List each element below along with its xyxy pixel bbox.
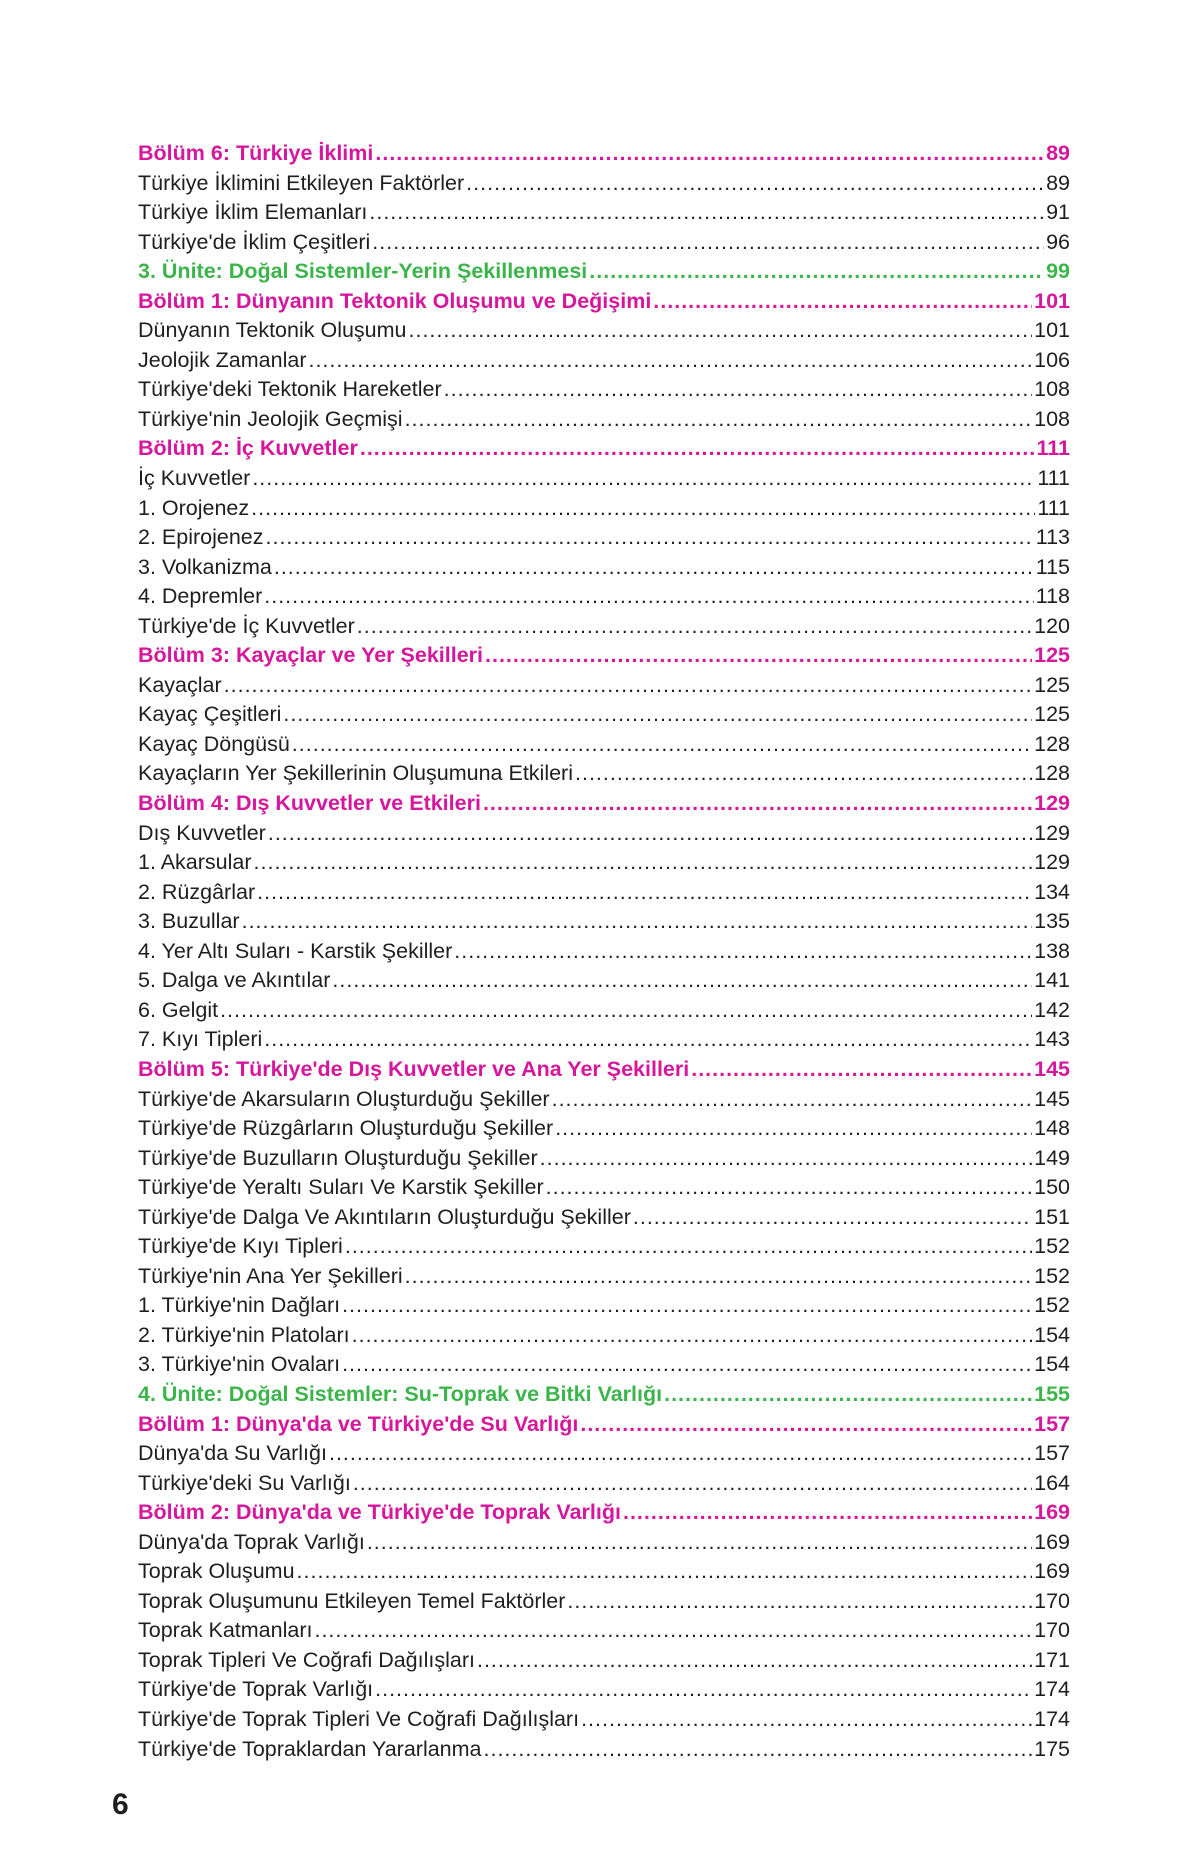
dot-leader (369, 198, 1044, 228)
toc-entry-page: 106 (1034, 347, 1070, 372)
toc-entry-title: 2. Rüzgârlar (138, 879, 256, 904)
dot-leader (367, 1528, 1032, 1558)
toc-entry-page: 174 (1034, 1677, 1070, 1702)
page-number: 6 (112, 1788, 129, 1821)
toc-entry (138, 671, 1070, 701)
dot-leader (242, 907, 1033, 937)
toc-entry-title: Türkiye'deki Su Varlığı (138, 1470, 351, 1495)
toc-entry-page: 141 (1034, 968, 1070, 993)
toc-entry-title: Kayaç Çeşitleri (138, 702, 282, 727)
dot-leader (691, 1055, 1032, 1085)
toc-entry-title: Toprak Tipleri Ve Coğrafi Dağılışları (138, 1647, 475, 1672)
dot-leader (224, 671, 1032, 701)
dot-leader (264, 1025, 1032, 1055)
toc-entry-page: 128 (1034, 761, 1070, 786)
toc-entry (138, 553, 1070, 583)
toc-entry-page: 154 (1034, 1352, 1070, 1377)
dot-leader (633, 1203, 1032, 1233)
dot-leader (372, 228, 1044, 258)
toc-entry (138, 1616, 1070, 1646)
toc-entry-title: Türkiye'nin Ana Yer Şekilleri (138, 1263, 403, 1288)
toc-entry (138, 996, 1070, 1026)
toc-entry-title: Türkiye'de Dalga Ve Akıntıların Oluşturduğu Şekiller (138, 1204, 631, 1229)
toc-entry (138, 1321, 1070, 1351)
toc-entry-title: Kayaçların Yer Şekillerinin Oluşumuna Etkileri (138, 761, 573, 786)
toc-entry-title: 2. Epirojenez (138, 525, 264, 550)
table-of-contents (138, 139, 1070, 1764)
dot-leader (257, 878, 1032, 908)
dot-leader (274, 553, 1034, 583)
toc-entry-title: 3. Ünite: Doğal Sistemler-Yerin Şekillenmesi (138, 259, 588, 284)
dot-leader (555, 1114, 1032, 1144)
toc-entry-title: 1. Orojenez (138, 495, 250, 520)
toc-entry (138, 759, 1070, 789)
toc-entry-page: 143 (1034, 1027, 1070, 1052)
toc-entry (138, 1025, 1070, 1055)
toc-entry-title: Türkiye'deki Tektonik Hareketler (138, 377, 442, 402)
toc-entry-page: 171 (1034, 1647, 1070, 1672)
toc-entry-title: 3. Buzullar (138, 909, 240, 934)
dot-leader (292, 730, 1032, 760)
toc-entry-title: Kayaçlar (138, 672, 222, 697)
toc-entry-page: 170 (1034, 1618, 1070, 1643)
toc-entry-title: Dünyanın Tektonik Oluşumu (138, 318, 407, 343)
toc-entry (138, 1173, 1070, 1203)
dot-leader (297, 1557, 1033, 1587)
toc-entry (138, 375, 1070, 405)
toc-entry-page: 148 (1034, 1116, 1070, 1141)
toc-entry-title: Türkiye'de Toprak Tipleri Ve Coğrafi Dağılışları (138, 1706, 580, 1731)
toc-entry-title: Türkiye'de Kıyı Tipleri (138, 1234, 343, 1259)
dot-leader (375, 1675, 1032, 1705)
toc-entry-title: 6. Gelgit (138, 997, 219, 1022)
toc-entry (138, 523, 1070, 553)
toc-entry-page: 169 (1034, 1559, 1070, 1584)
toc-entry-page: 129 (1034, 820, 1070, 845)
toc-entry-title: 5. Dalga ve Akıntılar (138, 968, 331, 993)
toc-entry-title: Bölüm 6: Türkiye İklimi (138, 141, 374, 165)
dot-leader (552, 1085, 1033, 1115)
toc-entry-title: Toprak Katmanları (138, 1618, 313, 1643)
toc-unite-heading (138, 1380, 1070, 1410)
toc-entry (138, 1114, 1070, 1144)
dot-leader (345, 1232, 1032, 1262)
toc-entry-title: Toprak Oluşumu (138, 1559, 295, 1584)
toc-entry-page: 129 (1034, 850, 1070, 875)
dot-leader (375, 139, 1044, 169)
dot-leader (357, 612, 1032, 642)
toc-entry-page: 101 (1034, 318, 1070, 343)
dot-leader (283, 700, 1032, 730)
toc-bolum-heading (138, 1055, 1070, 1085)
toc-entry-title: Bölüm 3: Kayaçlar ve Yer Şekilleri (138, 643, 483, 668)
toc-entry-page: 120 (1034, 613, 1070, 638)
toc-entry-title: Türkiye'de İç Kuvvetler (138, 613, 355, 638)
dot-leader (254, 848, 1033, 878)
toc-bolum-heading (138, 789, 1070, 819)
toc-bolum-heading (138, 287, 1070, 317)
toc-entry-title: 2. Türkiye'nin Platoları (138, 1322, 350, 1347)
toc-entry (138, 346, 1070, 376)
dot-leader (444, 375, 1032, 405)
toc-bolum-heading (138, 1410, 1070, 1440)
toc-entry-page: 91 (1046, 200, 1070, 225)
toc-entry-page: 145 (1034, 1056, 1070, 1081)
toc-entry-page: 125 (1034, 643, 1070, 668)
toc-entry (138, 907, 1070, 937)
toc-entry-page: 152 (1034, 1293, 1070, 1318)
toc-entry-page: 157 (1034, 1411, 1070, 1436)
toc-entry-title: Bölüm 5: Türkiye'de Dış Kuvvetler ve Ana Yer Şekilleri (138, 1056, 690, 1081)
toc-entry-page: 170 (1034, 1588, 1070, 1613)
toc-entry-title: Türkiye'nin Jeolojik Geçmişi (138, 406, 403, 431)
dot-leader (580, 1410, 1032, 1440)
toc-entry (138, 1203, 1070, 1233)
toc-entry-page: 128 (1034, 731, 1070, 756)
toc-entry (138, 937, 1070, 967)
toc-entry-title: Türkiye'de Rüzgârların Oluşturduğu Şekiller (138, 1116, 554, 1141)
dot-leader (477, 1646, 1032, 1676)
dot-leader (329, 1439, 1032, 1469)
toc-entry-title: 3. Volkanizma (138, 554, 272, 579)
toc-entry (138, 228, 1070, 258)
toc-entry-page: 135 (1034, 909, 1070, 934)
toc-entry-page: 155 (1034, 1381, 1070, 1406)
toc-entry (138, 1085, 1070, 1115)
dot-leader (353, 1469, 1032, 1499)
toc-entry (138, 1232, 1070, 1262)
toc-entry-page: 99 (1046, 259, 1070, 284)
dot-leader (264, 582, 1033, 612)
toc-entry-page: 118 (1035, 584, 1070, 609)
toc-entry-title: 1. Türkiye'nin Dağları (138, 1293, 341, 1318)
toc-entry-title: 1. Akarsular (138, 850, 252, 875)
toc-entry-title: Türkiye İklim Elemanları (138, 200, 368, 225)
toc-entry-title: İç Kuvvetler (138, 466, 251, 491)
toc-entry-page: 125 (1034, 672, 1070, 697)
dot-leader (466, 169, 1044, 199)
toc-entry-page: 101 (1034, 288, 1070, 313)
toc-entry (138, 494, 1070, 524)
toc-entry-title: Dünya'da Toprak Varlığı (138, 1529, 365, 1554)
toc-entry (138, 1350, 1070, 1380)
toc-entry-page: 169 (1034, 1500, 1070, 1525)
toc-entry (138, 1528, 1070, 1558)
toc-entry-page: 115 (1035, 554, 1070, 579)
toc-entry-page: 169 (1034, 1529, 1070, 1554)
toc-entry-title: Kayaç Döngüsü (138, 731, 290, 756)
toc-entry (138, 1735, 1070, 1765)
toc-entry-title: 3. Türkiye'nin Ovaları (138, 1352, 341, 1377)
dot-leader (653, 287, 1032, 317)
dot-leader (360, 434, 1035, 464)
toc-entry (138, 169, 1070, 199)
dot-leader (220, 996, 1032, 1026)
toc-entry-title: Türkiye'de Buzulların Oluşturduğu Şekiller (138, 1145, 538, 1170)
toc-entry-page: 154 (1034, 1322, 1070, 1347)
toc-entry (138, 198, 1070, 228)
toc-entry-title: Dünya'da Su Varlığı (138, 1441, 327, 1466)
toc-entry (138, 848, 1070, 878)
toc-entry (138, 1557, 1070, 1587)
toc-entry (138, 316, 1070, 346)
toc-entry-page: 108 (1034, 406, 1070, 431)
toc-entry-title: Jeolojik Zamanlar (138, 347, 307, 372)
toc-entry-title: Türkiye'de İklim Çeşitleri (138, 229, 371, 254)
toc-entry-page: 96 (1046, 229, 1070, 254)
toc-entry (138, 1262, 1070, 1292)
dot-leader (483, 789, 1032, 819)
toc-entry (138, 464, 1070, 494)
dot-leader (405, 405, 1033, 435)
toc-entry (138, 878, 1070, 908)
toc-entry-title: Türkiye'de Topraklardan Yararlanma (138, 1736, 482, 1761)
toc-entry-page: 151 (1034, 1204, 1070, 1229)
toc-entry-page: 111 (1037, 495, 1070, 520)
toc-entry (138, 1675, 1070, 1705)
toc-entry-title: Türkiye'de Yeraltı Suları Ve Karstik Şekiller (138, 1175, 544, 1200)
toc-entry (138, 1144, 1070, 1174)
toc-entry-page: 175 (1034, 1736, 1070, 1761)
toc-entry-page: 150 (1034, 1175, 1070, 1200)
toc-entry (138, 1469, 1070, 1499)
toc-entry-page: 108 (1034, 377, 1070, 402)
toc-entry-title: Toprak Oluşumunu Etkileyen Temel Faktörler (138, 1588, 566, 1613)
toc-entry-page: 129 (1034, 791, 1070, 816)
toc-entry-page: 113 (1035, 525, 1070, 550)
dot-leader (352, 1321, 1032, 1351)
dot-leader (454, 937, 1032, 967)
toc-entry (138, 1705, 1070, 1735)
dot-leader (581, 1705, 1032, 1735)
toc-entry (138, 612, 1070, 642)
toc-entry-title: 7. Kıyı Tipleri (138, 1027, 263, 1052)
dot-leader (308, 346, 1032, 376)
toc-entry-page: 134 (1034, 879, 1070, 904)
toc-entry-page: 149 (1034, 1145, 1070, 1170)
dot-leader (485, 641, 1032, 671)
toc-entry (138, 405, 1070, 435)
dot-leader (540, 1144, 1032, 1174)
dot-leader (546, 1173, 1033, 1203)
toc-entry (138, 1291, 1070, 1321)
toc-entry-title: Dış Kuvvetler (138, 820, 266, 845)
toc-entry-title: Bölüm 4: Dış Kuvvetler ve Etkileri (138, 791, 481, 816)
dot-leader (314, 1616, 1032, 1646)
toc-entry (138, 1587, 1070, 1617)
dot-leader (409, 316, 1033, 346)
dot-leader (567, 1587, 1032, 1617)
toc-entry-title: Türkiye'de Toprak Varlığı (138, 1677, 374, 1702)
toc-entry-title: Türkiye'de Akarsuların Oluşturduğu Şekiller (138, 1086, 550, 1111)
dot-leader (589, 257, 1044, 287)
toc-bolum-heading (138, 641, 1070, 671)
dot-leader (266, 523, 1034, 553)
dot-leader (405, 1262, 1032, 1292)
toc-entry-page: 142 (1034, 997, 1070, 1022)
toc-entry (138, 700, 1070, 730)
toc-entry-title: Bölüm 1: Dünya'da ve Türkiye'de Su Varlığı (138, 1411, 579, 1436)
dot-leader (251, 494, 1035, 524)
toc-entry-page: 174 (1034, 1706, 1070, 1731)
toc-entry-title: 4. Depremler (138, 584, 263, 609)
toc-entry-page: 89 (1046, 141, 1070, 165)
toc-unite-heading (138, 257, 1070, 287)
dot-leader (252, 464, 1035, 494)
toc-entry-title: Türkiye İklimini Etkileyen Faktörler (138, 170, 465, 195)
dot-leader (332, 966, 1032, 996)
toc-entry-title: Bölüm 2: Dünya'da ve Türkiye'de Toprak Varlığı (138, 1500, 621, 1525)
toc-entry-page: 145 (1034, 1086, 1070, 1111)
toc-bolum-heading (138, 1498, 1070, 1528)
dot-leader (342, 1291, 1032, 1321)
toc-entry-page: 111 (1037, 466, 1070, 491)
toc-entry-title: 4. Yer Altı Suları - Karstik Şekiller (138, 938, 453, 963)
toc-entry (138, 730, 1070, 760)
toc-bolum-heading (138, 139, 1070, 169)
toc-entry-page: 164 (1034, 1470, 1070, 1495)
dot-leader (575, 759, 1032, 789)
toc-entry-page: 157 (1034, 1441, 1070, 1466)
dot-leader (268, 819, 1032, 849)
toc-entry (138, 1646, 1070, 1676)
toc-entry-page: 138 (1034, 938, 1070, 963)
toc-entry (138, 819, 1070, 849)
dot-leader (623, 1498, 1032, 1528)
toc-entry-page: 111 (1036, 436, 1070, 461)
toc-entry (138, 1439, 1070, 1469)
toc-entry-title: 4. Ünite: Doğal Sistemler: Su-Toprak ve Bitki Varlığı (138, 1381, 663, 1406)
dot-leader (342, 1350, 1032, 1380)
toc-entry (138, 582, 1070, 612)
toc-entry-title: Bölüm 1: Dünyanın Tektonik Oluşumu ve Değişimi (138, 288, 652, 313)
toc-entry-title: Bölüm 2: İç Kuvvetler (138, 436, 358, 461)
toc-entry-page: 152 (1034, 1234, 1070, 1259)
dot-leader (484, 1735, 1033, 1765)
toc-entry (138, 966, 1070, 996)
toc-bolum-heading (138, 434, 1070, 464)
toc-entry-page: 125 (1034, 702, 1070, 727)
toc-entry-page: 152 (1034, 1263, 1070, 1288)
dot-leader (664, 1380, 1032, 1410)
toc-entry-page: 89 (1046, 170, 1070, 195)
